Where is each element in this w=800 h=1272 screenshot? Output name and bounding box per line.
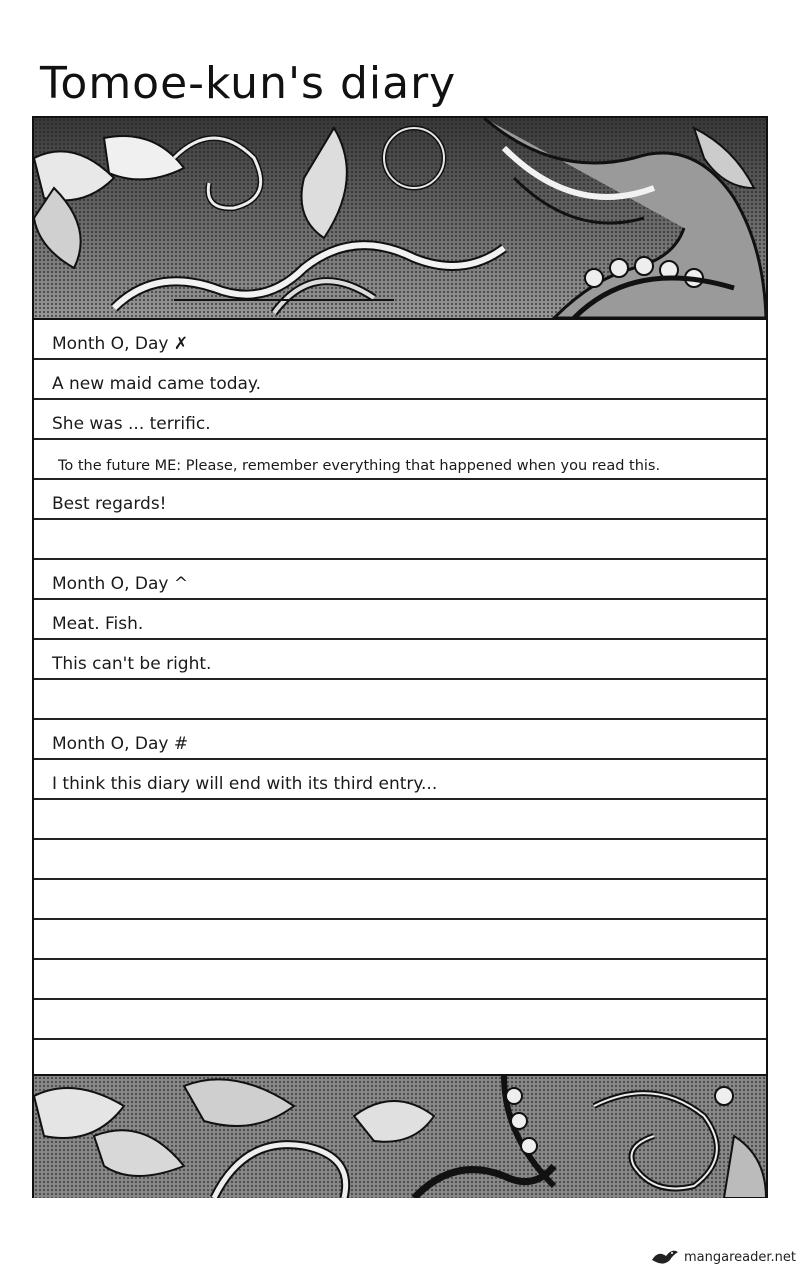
entry-text: She was ... terrific. bbox=[52, 414, 211, 434]
entry-text: A new maid came today. bbox=[52, 374, 261, 394]
watermark-text: mangareader.net bbox=[684, 1249, 796, 1265]
entry-text: Meat. Fish. bbox=[52, 614, 144, 634]
entry-text: This can't be right. bbox=[52, 654, 212, 674]
diary-line bbox=[34, 720, 766, 760]
page-title: Tomoe-kun's diary bbox=[40, 58, 457, 109]
diary-lines bbox=[34, 320, 766, 1074]
diary-line bbox=[34, 440, 766, 480]
entry-text: Best regards! bbox=[52, 494, 167, 514]
diary-line bbox=[34, 520, 766, 560]
floral-ornament-bottom bbox=[34, 1076, 766, 1198]
floral-ornament-top bbox=[34, 118, 766, 318]
diary-line bbox=[34, 320, 766, 360]
diary-line bbox=[34, 840, 766, 880]
entry-text: I think this diary will end with its third entry... bbox=[52, 774, 438, 794]
top-floral-banner bbox=[34, 118, 766, 320]
diary-line bbox=[34, 1040, 766, 1074]
diary-line bbox=[34, 680, 766, 720]
watermark bbox=[650, 1248, 796, 1266]
diary-line bbox=[34, 880, 766, 920]
diary-line bbox=[34, 360, 766, 400]
diary-line bbox=[34, 960, 766, 1000]
diary-line bbox=[34, 400, 766, 440]
diary-line bbox=[34, 600, 766, 640]
entry-date: Month O, Day # bbox=[52, 734, 189, 754]
diary-line bbox=[34, 640, 766, 680]
entry-date: Month O, Day ^ bbox=[52, 574, 189, 594]
entry-date: Month O, Day ✗ bbox=[52, 334, 189, 354]
bottom-floral-banner bbox=[34, 1074, 766, 1198]
diary-line bbox=[34, 800, 766, 840]
diary-line bbox=[34, 760, 766, 800]
diary-frame bbox=[32, 116, 768, 1198]
bird-logo-icon bbox=[650, 1248, 680, 1266]
diary-line bbox=[34, 920, 766, 960]
entry-text: To the future ME: Please, remember everything that happened when you read this. bbox=[58, 458, 661, 474]
diary-line bbox=[34, 1000, 766, 1040]
diary-line bbox=[34, 480, 766, 520]
diary-line bbox=[34, 560, 766, 600]
